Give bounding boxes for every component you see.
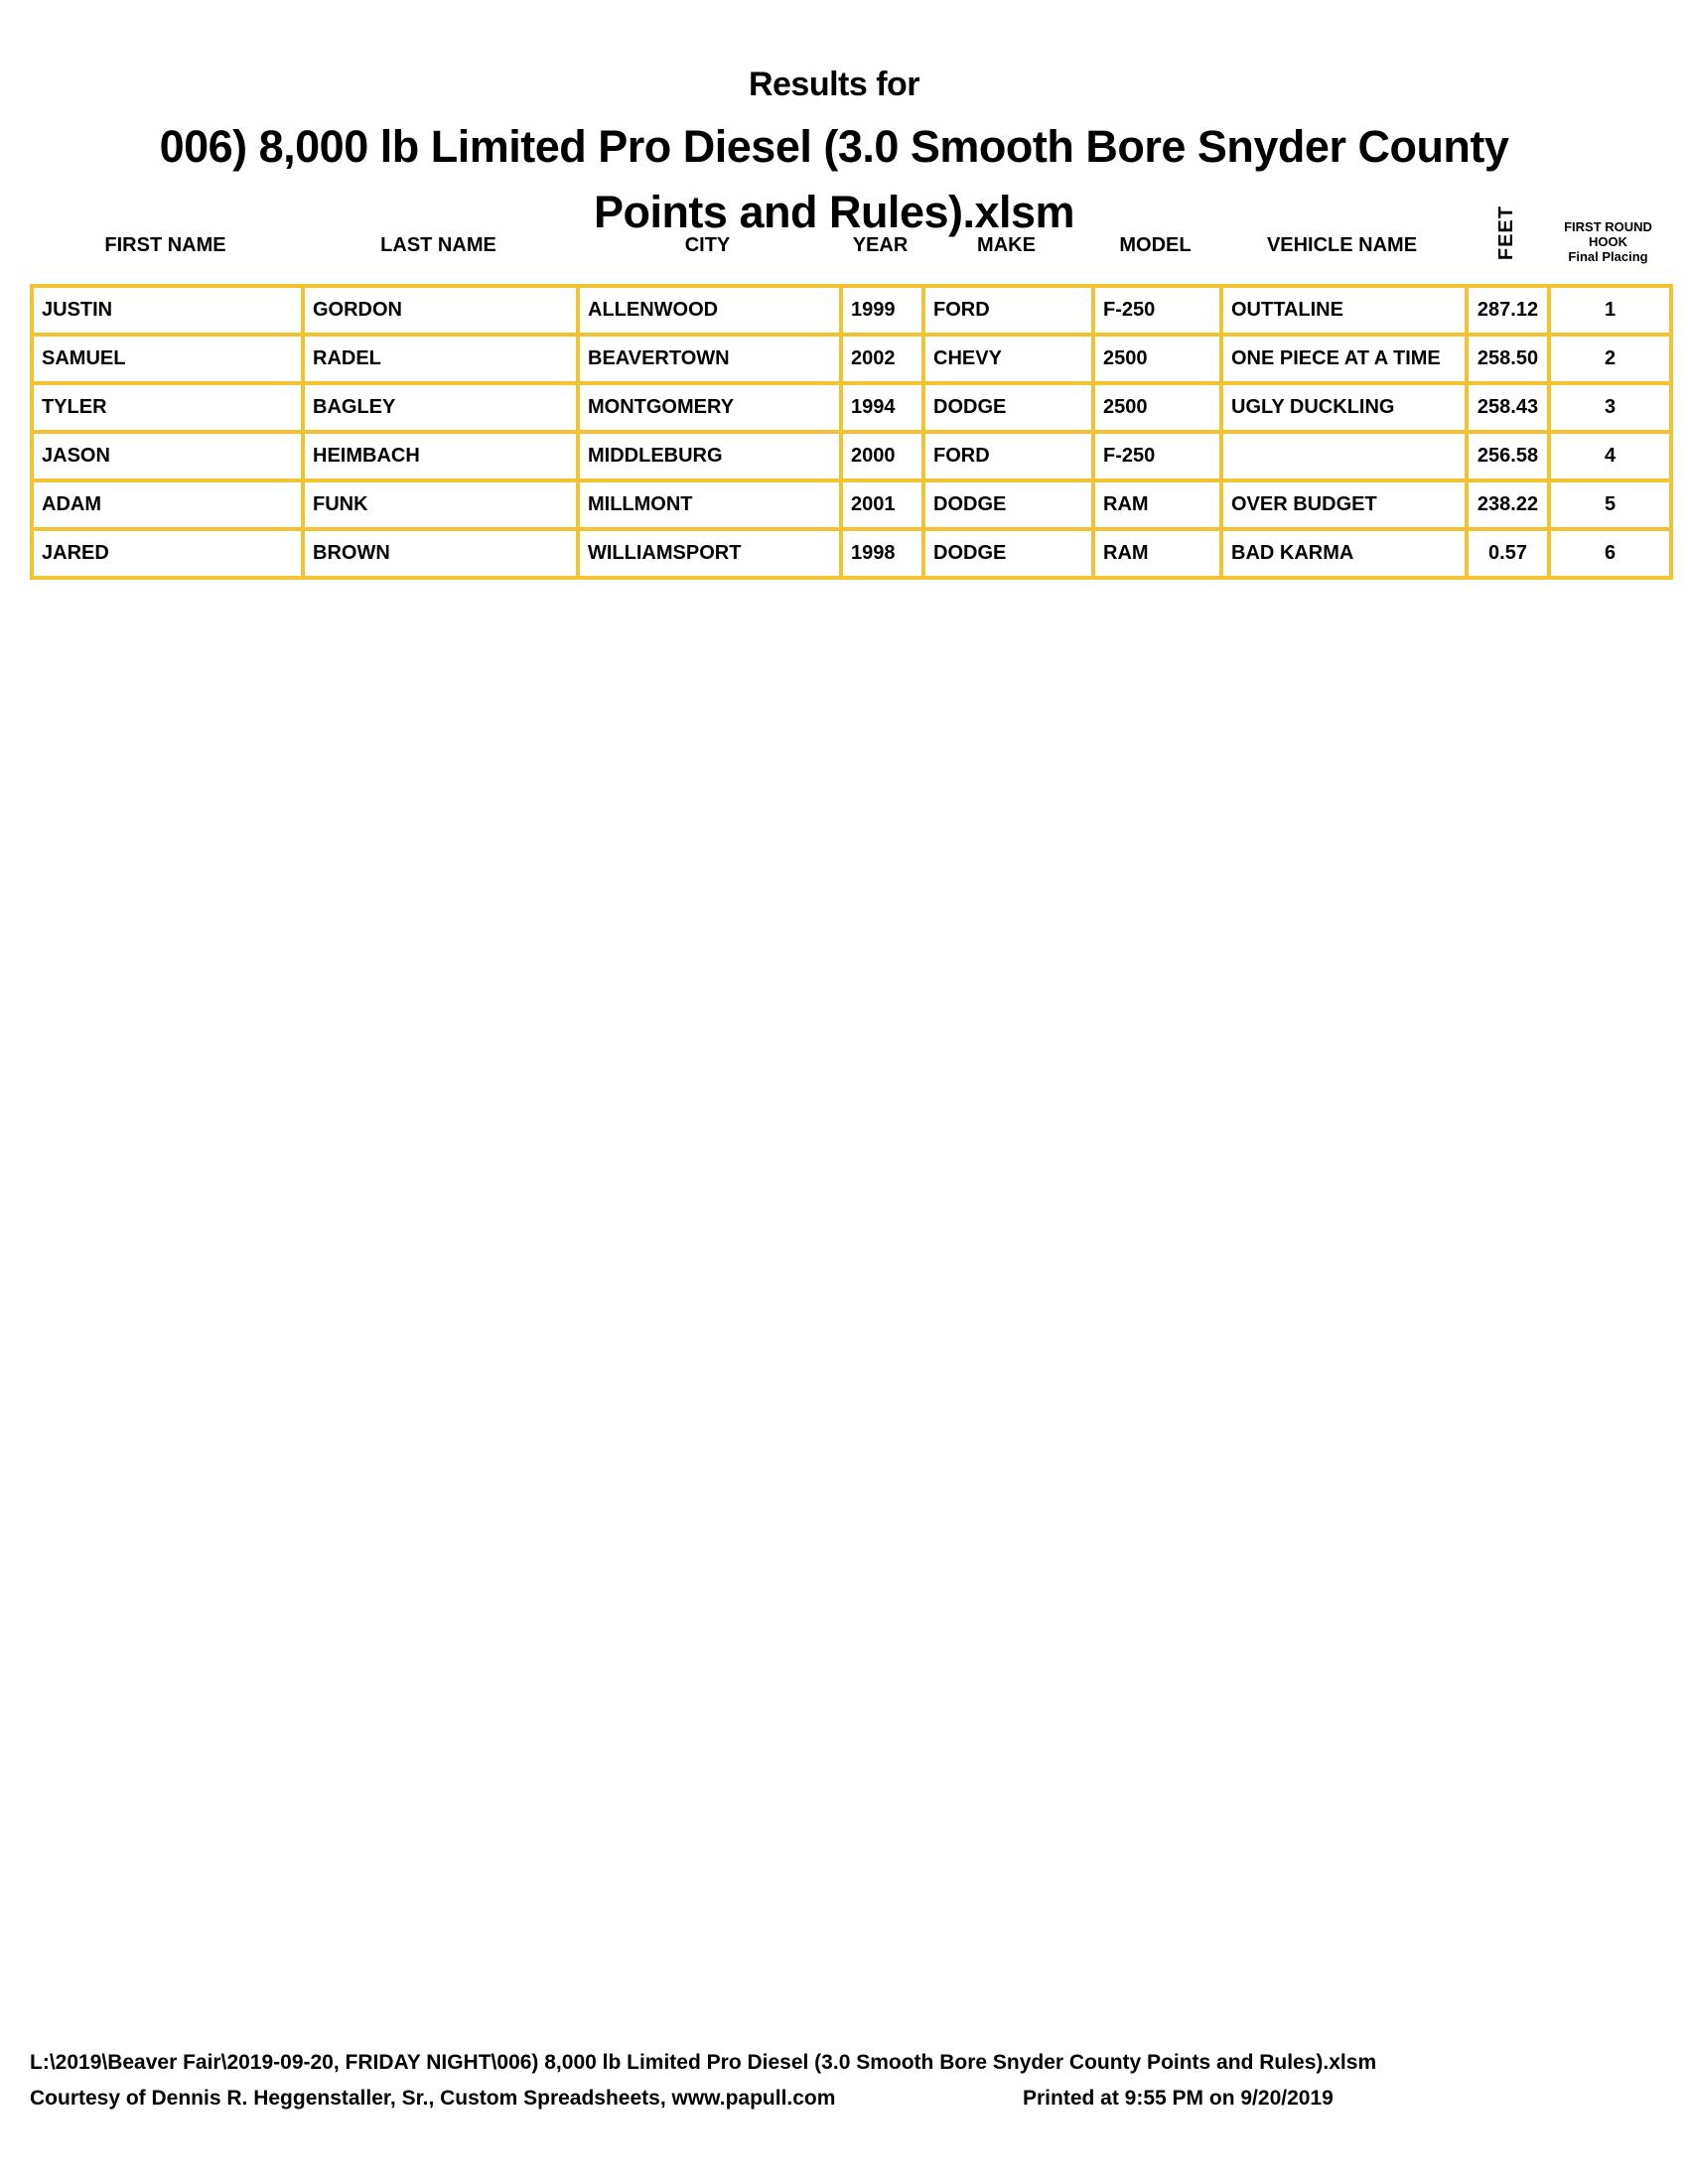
col-header-feet: FEET (1494, 205, 1517, 260)
cell-year: 1998 (841, 529, 923, 578)
col-header-first-name: FIRST NAME (104, 234, 226, 256)
cell-vehicle-name (1221, 432, 1467, 480)
table-row (32, 335, 1671, 383)
footer-file-path: L:\2019\Beaver Fair\2019-09-20, FRIDAY NIGHT\006) 8,000 lb Limited Pro Diesel (3.0 Smooth Bore Snyder County Points and Rules).xlsm (30, 2051, 1377, 2074)
cell-model: 2500 (1093, 383, 1221, 432)
cell-make: DODGE (923, 383, 1093, 432)
cell-placing: 4 (1549, 432, 1671, 480)
report-title-line-3: Points and Rules).xlsm (593, 187, 1075, 237)
cell-city: MILLMONT (578, 480, 841, 529)
cell-year: 2000 (841, 432, 923, 480)
col-header-city: CITY (684, 234, 731, 256)
cell-model: F-250 (1093, 432, 1221, 480)
hook-header-line-1: FIRST ROUND (1564, 219, 1652, 234)
cell-make: FORD (923, 432, 1093, 480)
table-row (32, 432, 1671, 480)
column-headers-row (30, 187, 1669, 284)
cell-model: F-250 (1093, 286, 1221, 335)
report-title-line-1: Results for (748, 66, 920, 103)
cell-make: CHEVY (923, 335, 1093, 383)
cell-last-name: RADEL (303, 335, 578, 383)
cell-year: 2001 (841, 480, 923, 529)
cell-make: FORD (923, 286, 1093, 335)
cell-model: RAM (1093, 529, 1221, 578)
col-header-make: MAKE (977, 234, 1036, 256)
col-header-feet-wrap (1465, 205, 1547, 284)
cell-placing: 6 (1549, 529, 1671, 578)
cell-city: BEAVERTOWN (578, 335, 841, 383)
footer-printed-at: Printed at 9:55 PM on 9/20/2019 (1023, 2087, 1334, 2110)
cell-city: ALLENWOOD (578, 286, 841, 335)
cell-city: MONTGOMERY (578, 383, 841, 432)
cell-vehicle-name: OVER BUDGET (1221, 480, 1467, 529)
results-table (30, 284, 1673, 580)
cell-last-name: FUNK (303, 480, 578, 529)
table-row (32, 529, 1671, 578)
cell-last-name: BAGLEY (303, 383, 578, 432)
col-header-last-name: LAST NAME (380, 234, 496, 256)
cell-last-name: BROWN (303, 529, 578, 578)
cell-vehicle-name: ONE PIECE AT A TIME (1221, 335, 1467, 383)
cell-first-name: SAMUEL (32, 335, 303, 383)
cell-first-name: JASON (32, 432, 303, 480)
col-header-vehicle-name: VEHICLE NAME (1266, 234, 1418, 256)
cell-feet: 258.43 (1467, 383, 1549, 432)
cell-placing: 1 (1549, 286, 1671, 335)
cell-placing: 3 (1549, 383, 1671, 432)
hook-header-line-3: Final Placing (1568, 249, 1648, 264)
cell-placing: 5 (1549, 480, 1671, 529)
cell-year: 1994 (841, 383, 923, 432)
table-row (32, 383, 1671, 432)
cell-city: WILLIAMSPORT (578, 529, 841, 578)
cell-vehicle-name: UGLY DUCKLING (1221, 383, 1467, 432)
cell-first-name: JUSTIN (32, 286, 303, 335)
cell-first-name: ADAM (32, 480, 303, 529)
cell-model: RAM (1093, 480, 1221, 529)
cell-feet: 0.57 (1467, 529, 1549, 578)
col-header-first-round-hook (1547, 219, 1669, 284)
cell-first-name: JARED (32, 529, 303, 578)
hook-header-line-2: HOOK (1589, 234, 1627, 249)
col-header-year: YEAR (852, 234, 909, 256)
table-row (32, 286, 1671, 335)
cell-year: 1999 (841, 286, 923, 335)
cell-model: 2500 (1093, 335, 1221, 383)
cell-make: DODGE (923, 529, 1093, 578)
col-header-model: MODEL (1119, 234, 1192, 256)
cell-feet: 258.50 (1467, 335, 1549, 383)
cell-first-name: TYLER (32, 383, 303, 432)
table-row (32, 480, 1671, 529)
cell-make: DODGE (923, 480, 1093, 529)
cell-year: 2002 (841, 335, 923, 383)
cell-placing: 2 (1549, 335, 1671, 383)
cell-city: MIDDLEBURG (578, 432, 841, 480)
cell-feet: 238.22 (1467, 480, 1549, 529)
cell-feet: 287.12 (1467, 286, 1549, 335)
cell-vehicle-name: BAD KARMA (1221, 529, 1467, 578)
cell-feet: 256.58 (1467, 432, 1549, 480)
cell-last-name: HEIMBACH (303, 432, 578, 480)
cell-vehicle-name: OUTTALINE (1221, 286, 1467, 335)
cell-last-name: GORDON (303, 286, 578, 335)
report-title-line-2: 006) 8,000 lb Limited Pro Diesel (3.0 Smooth Bore Snyder County (159, 121, 1509, 172)
footer-courtesy: Courtesy of Dennis R. Heggenstaller, Sr., Custom Spreadsheets, www.papull.com (30, 2087, 836, 2110)
